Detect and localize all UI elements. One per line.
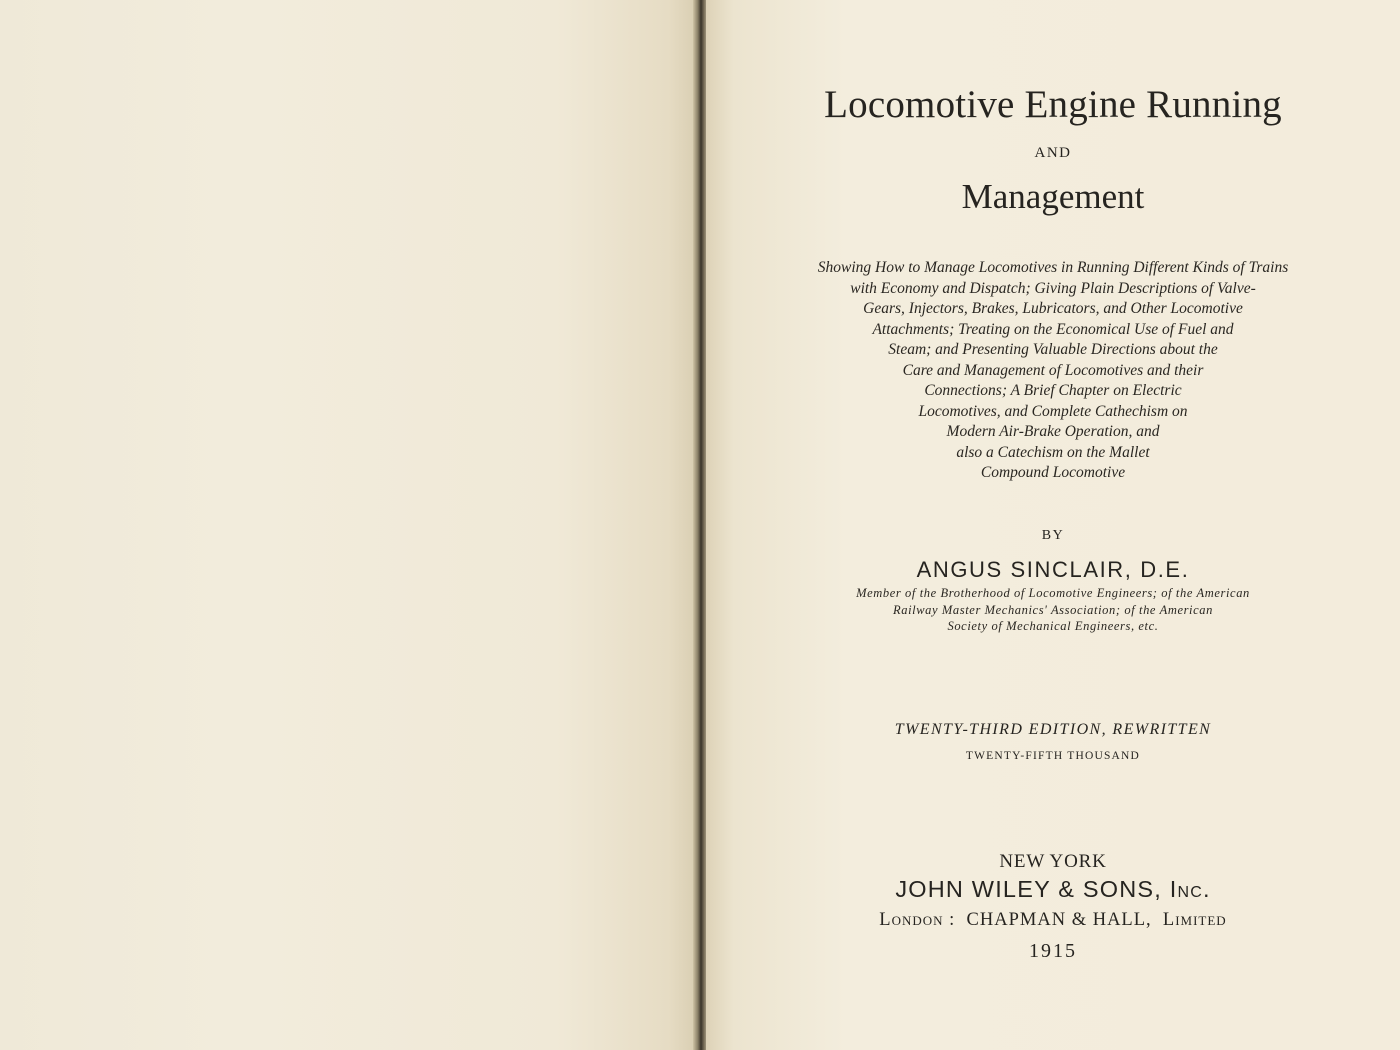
byline-label: BY [1041, 528, 1065, 543]
description-line: Care and Management of Locomotives and their [902, 361, 1204, 379]
london-publisher-name: CHAPMAN & HALL, [966, 910, 1152, 930]
author-name: ANGUS SINCLAIR, D.E. [916, 557, 1190, 582]
publisher-name [706, 876, 1400, 903]
book-title: Locomotive Engine Running [824, 83, 1282, 126]
affiliation-line: Member of the Brotherhood of Locomotive Engineers; of the American [856, 586, 1250, 600]
printing-statement: TWENTY-FIFTH THOUSAND [965, 750, 1141, 762]
publisher-suffix: Inc. [1169, 876, 1211, 902]
description-line: Attachments; Treating on the Economical Use of Fuel and [872, 320, 1234, 338]
description-line: Modern Air-Brake Operation, and [946, 423, 1160, 440]
description-line: Showing How to Manage Locomotives in Running Different Kinds of Trains [817, 259, 1289, 276]
description-line: Locomotives, and Complete Cathechism on [918, 402, 1188, 420]
publisher-name-text: JOHN WILEY & SONS, [895, 876, 1170, 902]
london-publisher [706, 910, 1400, 931]
description-line: Gears, Injectors, Brakes, Lubricators, and Other Locomotive [863, 300, 1243, 317]
description-line: Compound Locomotive [980, 464, 1126, 481]
book-description [706, 258, 1400, 484]
title-conjunction: AND [1034, 145, 1072, 161]
author-affiliations [706, 585, 1400, 635]
book-subtitle: Management [961, 177, 1145, 216]
publication-year: 1915 [1029, 940, 1077, 962]
description-line: also a Catechism on the Mallet [956, 443, 1150, 461]
left-blank-page [0, 0, 696, 1050]
description-line: Connections; A Brief Chapter on Electric [924, 382, 1182, 399]
london-label: London : [879, 910, 956, 930]
description-line: with Economy and Dispatch; Giving Plain Descriptions of Valve- [850, 279, 1256, 297]
affiliation-line: Society of Mechanical Engineers, etc. [947, 619, 1159, 633]
publisher-city: NEW YORK [999, 851, 1107, 872]
affiliation-line: Railway Master Mechanics' Association; of the American [893, 602, 1213, 617]
title-page [706, 0, 1400, 1050]
description-line: Steam; and Presenting Valuable Directions about the [888, 341, 1218, 358]
london-publisher-suffix: Limited [1162, 910, 1227, 930]
edition-statement: TWENTY-THIRD EDITION, REWRITTEN [894, 721, 1212, 738]
